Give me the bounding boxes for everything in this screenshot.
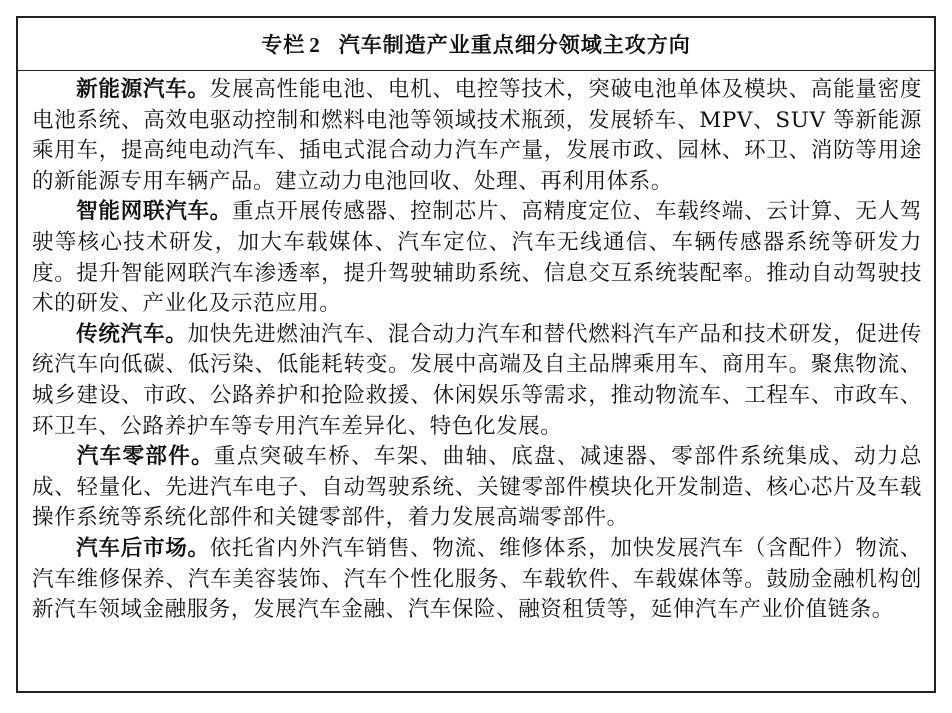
box-content [18,71,934,626]
section-body: 发展高性能电池、电机、电控等技术，突破电池单体及模块、高能量密度电池系统、高效电驱动控制和燃料电池等领域技术瓶颈，发展轿车、MPV、SUV 等新能源乘用车，提高纯电动汽车、插电式混合动力汽车产量，发展市政、园林、环卫、消防等用途的新能源专用车辆产品。建立动力电池回收、处理、再利用体系。 [32,77,923,194]
section-auto-parts [32,442,922,534]
box-header [18,18,934,71]
section-intelligent-connected-vehicles [32,197,922,319]
box-title-prefix: 专栏 [261,32,306,57]
section-new-energy-vehicles [32,75,922,197]
section-heading: 汽车零部件。 [76,444,214,470]
section-heading: 汽车后市场。 [76,535,210,561]
section-heading: 传统汽车。 [76,321,188,347]
section-aftermarket [32,534,922,626]
box-title-number: 2 [309,33,321,57]
section-body: 重点突破车桥、车架、曲轴、底盘、减速器、零部件系统集成、动力总成、轻量化、先进汽车电子、自动驾驶系统、关键零部件模块化开发制造、核心芯片及车载操作系统等系统化部件和关键零部件，着力发展高端零部件。 [32,444,922,531]
section-traditional-vehicles [32,320,922,442]
section-body: 重点开展传感器、控制芯片、高精度定位、车载终端、云计算、无人驾驶等核心技术研发，加大车载媒体、汽车定位、汽车无线通信、车辆传感器系统等研发力度。提升智能网联汽车渗透率，提升驾驶辅助系统、信息交互系统装配率。推动自动驾驶技术的研发、产业化及示范应用。 [32,199,923,317]
box-title [261,29,691,59]
box-title-text: 汽车制造产业重点细分领域主攻方向 [338,32,691,57]
feature-box [16,16,936,693]
section-body: 加快先进燃油汽车、混合动力汽车和替代燃料汽车产品和技术研发，促进传统汽车向低碳、低污染、低能耗转变。发展中高端及自主品牌乘用车、商用车。聚焦物流、城乡建设、市政、公路养护和抢险救援、休闲娱乐等需求，推动物流车、工程车、市政车、环卫车、公路养护车等专用汽车差异化、特色化发展。 [32,321,922,439]
section-body: 依托省内外汽车销售、物流、维修体系，加快发展汽车（含配件）物流、汽车维修保养、汽车美容装饰、汽车个性化服务、车载软件、车载媒体等。鼓励金融机构创新汽车领域金融服务，发展汽车金融、汽车保险、融资租赁等，延伸汽车产业价值链条。 [32,535,923,623]
section-heading: 新能源汽车。 [76,77,210,102]
section-heading: 智能网联汽车。 [76,199,233,225]
